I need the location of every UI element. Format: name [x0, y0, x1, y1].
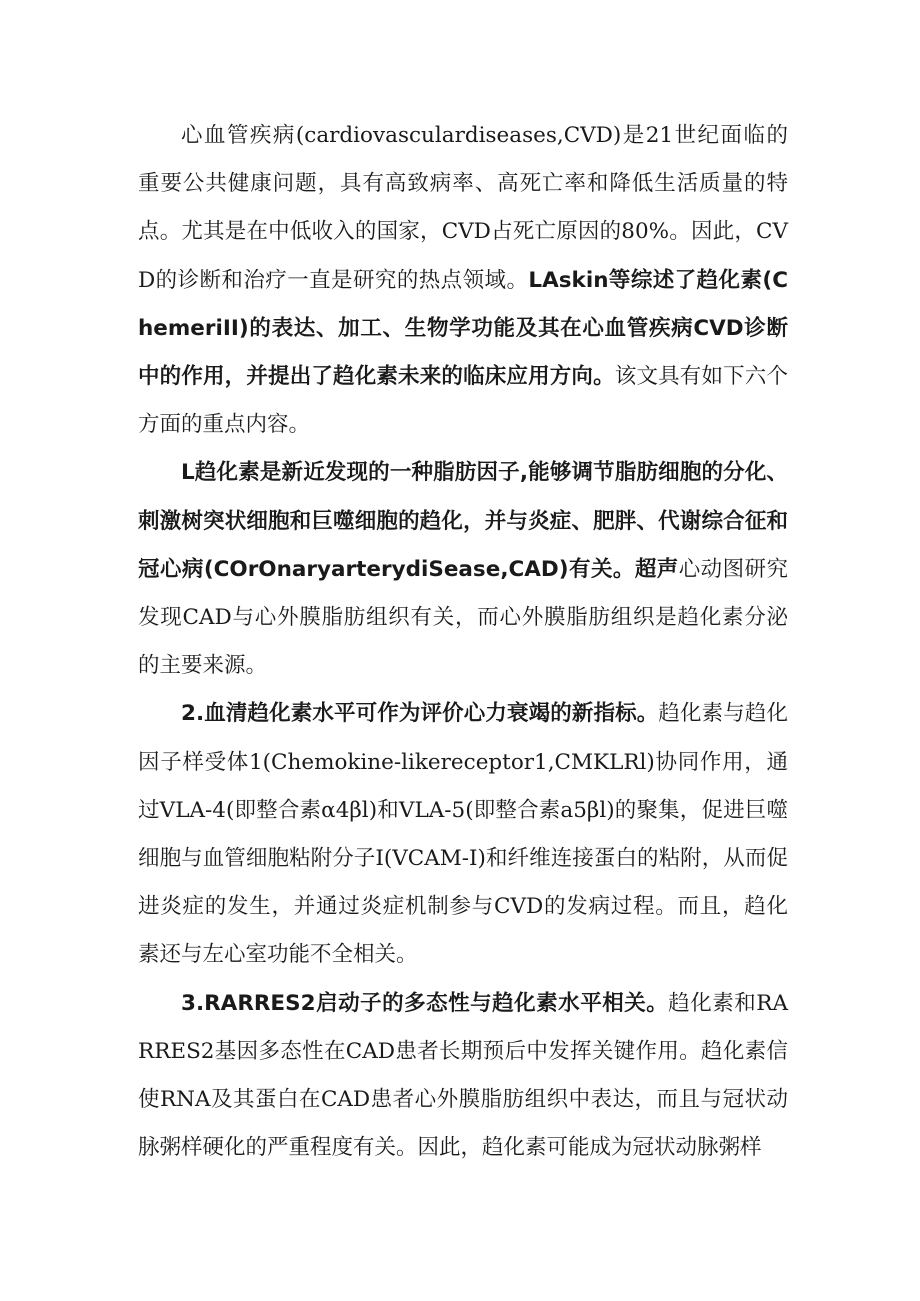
point-3-text: 趋化素和RARRES2基因多态性在CAD患者长期预后中发挥关键作用。趋化素信使RNA及其蛋白在CAD患者心外膜脂肪组织中表达，而且与冠状动脉粥样硬化的严重程度有关。因此，趋化素可能成为冠状动脉粥样	[138, 990, 788, 1161]
point-2-heading: 2.血清趋化素水平可作为评价心力衰竭的新指标。	[181, 701, 659, 727]
intro-text: 心血管疾病(cardiovasculardiseases,CVD)是21世纪面临的重要公共健康问题，具有高致病率、高死亡率和降低生活质量的特点。尤其是在中低收入的国家，CVD占死亡原因的80%。因此，CVD的诊断和治疗一直是研究的热点领域。	[138, 123, 788, 293]
point-1-bold-text: L趋化素是新近发现的一种脂肪因子,能够调节脂肪细胞的分化、刺激树突状细胞和巨噬细胞的趋化，并与炎症、肥胖、代谢综合征和冠心病(COrOnaryarterydiSease,CAD)有关。超声	[138, 460, 788, 582]
point-2-text: 趋化素与趋化因子样受体1(Chemokine-likereceptor1,CMKLRl)协同作用，通过VLA-4(即整合素α4βl)和VLA-5(即整合素a5βl)的聚集，促进巨噬细胞与血管细胞粘附分子I(VCAM-I)和纤维连接蛋白的粘附，从而促进炎症的发生，并通过炎症机制参与CVD的发病过程。而且，趋化素还与左心室功能不全相关。	[138, 701, 788, 968]
document-body	[138, 112, 788, 1172]
intro-tail-text: 该文具有如下六个方面的重点内容。	[138, 364, 788, 438]
paragraph-point-1	[138, 449, 788, 690]
paragraph-intro	[138, 112, 788, 449]
paragraph-point-2	[138, 690, 788, 979]
paragraph-point-3	[138, 980, 788, 1173]
point-3-heading: 3.RARRES2启动子的多态性与趋化素水平相关。	[181, 990, 669, 1016]
point-1-text: 心动图研究发现CAD与心外膜脂肪组织有关，而心外膜脂肪组织是趋化素分泌的主要来源。	[138, 556, 788, 679]
intro-bold-text: LAskin等综述了趋化素(ChemeriII)的表达、加工、生物学功能及其在心血管疾病CVD诊断中的作用，并提出了趋化素未来的临床应用方向。	[138, 267, 789, 390]
